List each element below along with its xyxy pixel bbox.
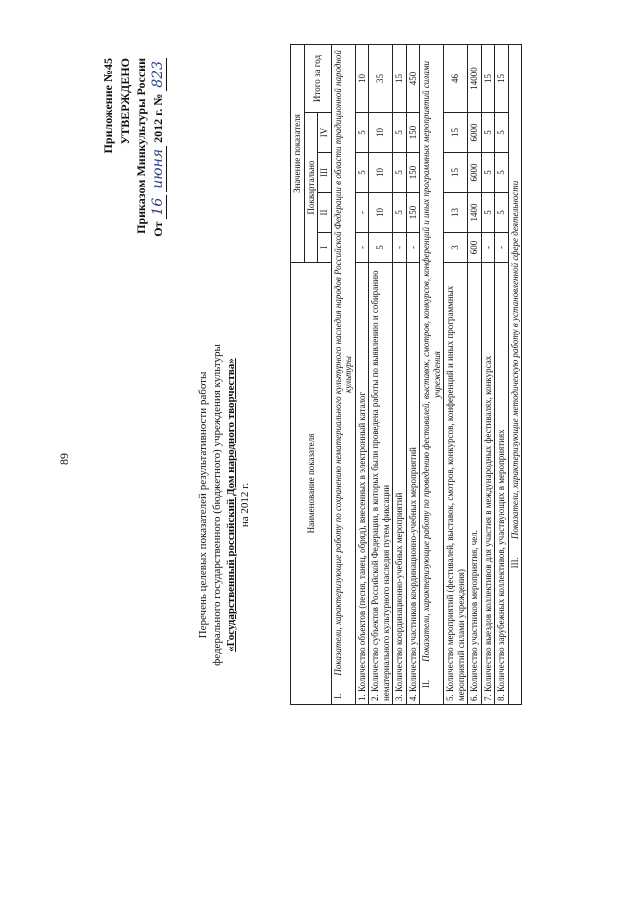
total-value: 35 xyxy=(369,45,393,113)
section-number: II. xyxy=(421,679,431,689)
q1-value: - xyxy=(406,233,420,263)
indicator-name: 2. Количество субъектов Российской Федерации, в которых были проведена работы по выявлению и собиранию нематериального культурного наследия путем фиксации xyxy=(369,263,393,705)
section-number: III. xyxy=(509,557,520,569)
total-value: 15 xyxy=(393,45,407,113)
document-title xyxy=(196,225,252,785)
q2-value: - xyxy=(355,193,369,233)
page-number: 89 xyxy=(57,453,71,465)
total-value: 14000 xyxy=(468,45,482,113)
q1-value: - xyxy=(355,233,369,263)
indicator-name: 5. Количество мероприятий (фестивалей, выставок, смотров, конкурсов, конференций и иных программных мероприятий силами учреждения) xyxy=(444,263,468,705)
total-value: 10 xyxy=(355,45,369,113)
header-q4: IV xyxy=(318,113,332,153)
q4-value: 5 xyxy=(393,113,407,153)
indicator-name: 7. Количество выездов коллективов для участия в международных фестивалях, конкурсах xyxy=(481,263,495,705)
title-line-4: на 2012 г. xyxy=(239,482,251,528)
order-month: июня xyxy=(150,146,167,192)
q3-value: 5 xyxy=(495,153,509,193)
header-quarterly: Поквартально xyxy=(304,113,318,263)
q4-value: 6000 xyxy=(468,113,482,153)
q1-value: - xyxy=(481,233,495,263)
order-number: 823 xyxy=(150,58,167,91)
table-row xyxy=(444,45,468,705)
section-row xyxy=(331,45,355,705)
header-q1: I xyxy=(318,233,332,263)
q3-value: 6000 xyxy=(468,153,482,193)
q4-value: 15 xyxy=(444,113,468,153)
section-row xyxy=(420,45,444,705)
section-title: Показатели, характеризующие работу по сохранению нематериального культурного наследия народов Российской Федерации в области традиционной народной культуры xyxy=(332,50,353,676)
total-value: 450 xyxy=(406,45,420,113)
header-q2: II xyxy=(318,193,332,233)
q2-value: 150 xyxy=(406,193,420,233)
approved-label: УТВЕРЖДЕНО xyxy=(118,58,132,145)
section-row xyxy=(508,45,522,705)
q4-value: 150 xyxy=(406,113,420,153)
total-value: 46 xyxy=(444,45,468,113)
indicator-name: 6. Количество участников мероприятия, чел. xyxy=(468,263,482,705)
section-number: I. xyxy=(332,693,343,699)
table-row xyxy=(406,45,420,705)
q4-value: 10 xyxy=(369,113,393,153)
q2-value: 5 xyxy=(393,193,407,233)
q3-value: 150 xyxy=(406,153,420,193)
order-day: 16 xyxy=(150,195,167,219)
header-q3: III xyxy=(318,153,332,193)
table-row xyxy=(369,45,393,705)
appendix-label: Приложение №45 xyxy=(101,58,115,154)
q1-value: 3 xyxy=(444,233,468,263)
header-value: Значение показателя xyxy=(291,45,305,263)
order-prefix: От xyxy=(151,221,165,237)
order-authority: Приказом Минкультуры России xyxy=(134,58,148,234)
indicator-name: 4. Количество участников координационно-учебных мероприятий xyxy=(406,263,420,705)
q1-value: - xyxy=(393,233,407,263)
q1-value: 5 xyxy=(369,233,393,263)
title-line-1: Перечень целевых показателей результативности работы xyxy=(197,371,209,639)
table-row xyxy=(481,45,495,705)
indicator-name: 8. Количество зарубежных коллективов, участвующих в мероприятиях xyxy=(495,263,509,705)
q3-value: 5 xyxy=(481,153,495,193)
order-year: 2012 г. № xyxy=(151,93,165,143)
q3-value: 5 xyxy=(393,153,407,193)
total-value: 15 xyxy=(481,45,495,113)
indicators-table xyxy=(290,44,522,705)
total-value: 15 xyxy=(495,45,509,113)
header-name: Наименование показателя xyxy=(291,263,332,705)
q4-value: 5 xyxy=(481,113,495,153)
title-line-3: «Государственный российский Дом народного творчества» xyxy=(225,358,237,652)
table-row xyxy=(393,45,407,705)
q2-value: 13 xyxy=(444,193,468,233)
table-row xyxy=(355,45,369,705)
indicator-name: 3. Количество координационно-учебных мероприятий xyxy=(393,263,407,705)
table-row xyxy=(468,45,482,705)
q3-value: 15 xyxy=(444,153,468,193)
table-row xyxy=(495,45,509,705)
q4-value: 5 xyxy=(355,113,369,153)
indicator-name: 1. Количество объектов (песня, танец, обряд), внесенных в электронный каталог xyxy=(355,263,369,705)
q4-value: 5 xyxy=(495,113,509,153)
q3-value: 5 xyxy=(355,153,369,193)
header-total: Итого за год xyxy=(304,45,331,113)
q2-value: 10 xyxy=(369,193,393,233)
q1-value: 600 xyxy=(468,233,482,263)
section-title: Показатели, характеризующие работу по проведению фестивалей, выставок, смотров, конкурсов, конференций и иных программных мероприятий силами учреждения xyxy=(421,60,442,662)
q2-value: 1400 xyxy=(468,193,482,233)
q2-value: 5 xyxy=(495,193,509,233)
title-line-2: федерального государственного (бюджетного) учреждения культуры xyxy=(211,344,223,666)
order-date-line xyxy=(150,58,166,237)
q1-value: - xyxy=(495,233,509,263)
q2-value: 5 xyxy=(481,193,495,233)
section-title: Показатели, характеризующие методическую работу в установленной сфере деятельности xyxy=(509,180,520,540)
q3-value: 10 xyxy=(369,153,393,193)
